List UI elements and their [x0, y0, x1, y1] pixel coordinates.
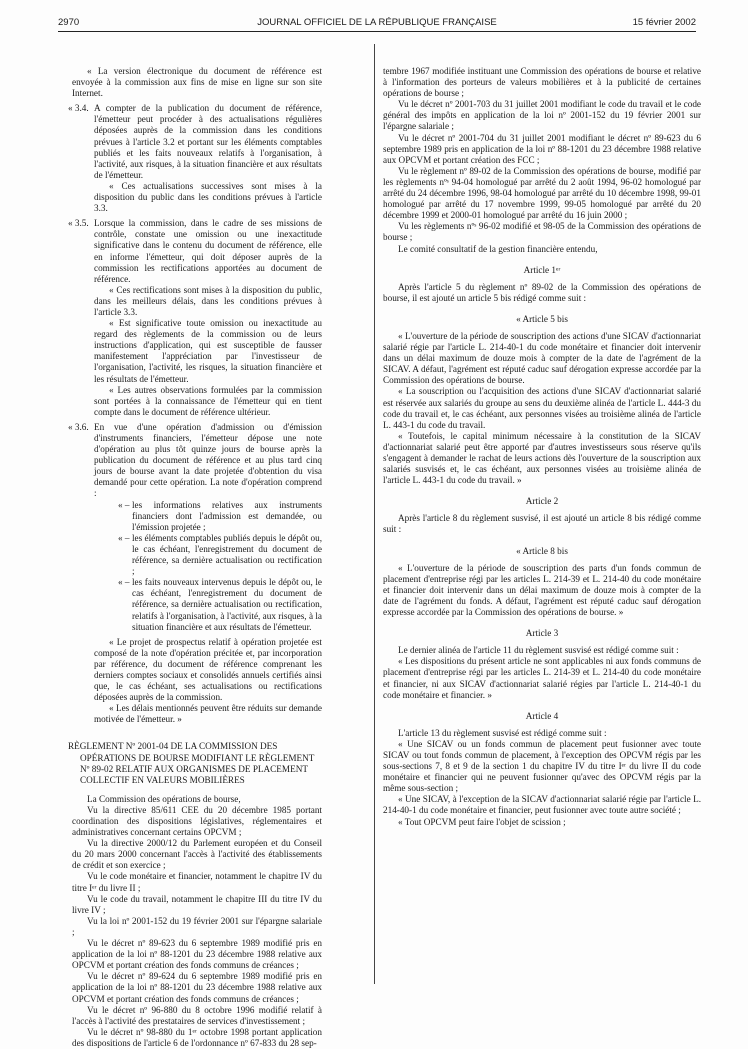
paragraph: Vu la directive 85/611 CEE du 20 décembre 1985 portant coordination des dispositions législatives, réglementaires et administratives concernant certains OPCVM ; — [72, 804, 322, 838]
paragraph: « Une SICAV, à l'exception de la SICAV d'actionnariat salarié régie par l'article L. 214-40-1 du code monétaire et financier, peut fusionner avec toute autre société ; — [383, 794, 701, 816]
bullet-marker: « – — [118, 499, 130, 510]
paragraph: Vu le décret nº 2001-704 du 31 juillet 2001 modifiant le décret nº 89-623 du 6 septembre 1989 pris en application de la loi nº 88-1201 du 23 décembre 1988 relative aux OPCVM et portant création des FCC ; — [383, 132, 701, 165]
paragraph: « La souscription ou l'acquisition des actions d'une SICAV d'actionnariat salarié est réservée aux salariés du groupe au sens du deuxième alinéa de l'article L. 444-3 du code du travail et, le cas échéant, aux personnes visées au troisième alinéa de l'article L. 443-1 du code du travail. — [383, 386, 701, 430]
paragraph: « Toutefois, le capital minimum nécessaire à la constitution de la SICAV d'actionnariat salarié peut être apporté par d'autres investisseurs sous réserve qu'ils s'engagent à demander le rachat de leurs actions dès l'ouverture de la souscription aux salariés susvisés et, le cas échéant, aux personnes visées au troisième alinéa de l'article L. 443-1 du code du travail. » — [383, 430, 701, 486]
paragraph: Vu le règlement nº 89-02 de la Commission des opérations de bourse, modifié par les règlements nºˢ 94-04 homologué par arrêté du 2 août 1994, 96-02 homologué par arrêté du 24 décembre 1996, 98-04 homologué par arrêté du 10 décembre 1998, 99-01 homologué par arrêté du 17 novembre 1999, 99-05 homologué par arrêté du 20 décembre 1999 et 2000-01 homologué par arrêté du 16 juin 2000 ; — [383, 165, 701, 221]
journal-title: JOURNAL OFFICIEL DE LA RÉPUBLIQUE FRANÇAISE — [257, 17, 497, 28]
article-3-title: Article 3 — [525, 628, 559, 639]
paragraph: Vu le code du travail, notamment le chapitre III du titre IV du livre IV ; — [72, 893, 322, 915]
paragraph: « Ces actualisations successives sont mises à la disposition du public dans les conditions prévues à l'article 3.3. — [94, 180, 322, 214]
bullet-item — [72, 500, 322, 533]
paragraph: « Est significative toute omission ou inexactitude au regard des règlements de la commission ou de leurs instructions d'application, qui est susceptible de fausser manifestement l'appréciation par l'investisseur de l'organisation, l'activité, les risques, la situation financière et les résultats de l'émetteur. — [94, 318, 322, 384]
paragraph: En vue d'une opération d'admission ou d'émission d'instruments financiers, l'émetteur dépose une note d'opération au plus tôt quinze jours de bourse après la publication du document de référence et au plus tard cinq jours de bourse avant la date projetée d'obtention du visa demandé pour cette opération. La note d'opération comprend : — [94, 421, 322, 499]
paragraph: « Les délais mentionnés peuvent être réduits sur demande motivée de l'émetteur. » — [94, 703, 322, 725]
bullet-text: les informations relatives aux instruments financiers dont l'admission est demandée, ou l'émission projetée ; — [132, 499, 322, 532]
paragraph: Après l'article 5 du règlement nº 89-02 de la Commission des opérations de bourse, il est ajouté un article 5 bis rédigé comme suit : — [383, 281, 701, 303]
paragraph: « Les autres observations formulées par la commission sont portées à la connaissance de l'émetteur qui en tient compte dans le document de référence ultérieur. — [94, 384, 322, 417]
paragraph: Vu la loi nº 2001-152 du 19 février 2001 sur l'épargne salariale ; — [72, 915, 322, 937]
bullet-text: les faits nouveaux intervenus depuis le dépôt ou, le cas échéant, l'enregistrement du document de référence, sa dernière actualisation ou rectification, relatifs à l'organisation, à l'activité, aux risques, à la situation financière et aux résultats de l'émetteur. — [132, 577, 322, 632]
paragraph: « Le projet de prospectus relatif à opération projetée est composé de la note d'opération précitée et, par incorporation par référence, du document de référence comprenant les derniers comptes sociaux et consolidés annuels certifiés ainsi que, le cas échéant, ses actualisations ou rectifications déposées auprès de la commission. — [94, 636, 322, 703]
paragraph: Vu le décret nº 89-624 du 6 septembre 1989 modifié pris en application de la loi nº 88-1201 du 23 décembre 1988 relative aux OPCVM et portant création des fonds communs de créances ; — [72, 971, 322, 1004]
column-divider — [374, 44, 375, 984]
paragraph: La Commission des opérations de bourse, — [87, 793, 241, 804]
paragraph: Vu le décret nº 98-880 du 1ᵉʳ octobre 1998 portant application des dispositions de l'article 6 de l'ordonnance nº 67-833 du 28 sep- — [72, 1026, 322, 1048]
article-8bis-title: « Article 8 bis — [516, 545, 568, 556]
paragraph: Lorsque la commission, dans le cadre de ses missions de contrôle, constate une omission ou une inexactitude significative dans le contenu du document de référence, elle en informe l'émetteur, qui doit déposer auprès de la commission les rectifications apportées au document de référence. — [94, 218, 322, 284]
publication-date: 15 février 2002 — [632, 17, 696, 28]
bullet-marker: « – — [118, 577, 130, 588]
paragraph: Vu le décret nº 96-880 du 8 octobre 1996 modifié relatif à l'accès à l'activité des prestataires de services d'investissement ; — [72, 1004, 322, 1026]
paragraph: « L'ouverture de la période de souscription des actions d'une SICAV d'actionnariat salarié régie par l'article L. 214-40-1 du code monétaire et financier doit intervenir dans un délai maximum de douze mois à compter de la date de l'agrément de la SICAV. A défaut, l'agrément est réputé caduc sauf dérogation expresse accordée par la Commission des opérations de bourse. — [383, 330, 701, 386]
header-rule — [58, 31, 696, 32]
paragraph: Le dernier alinéa de l'article 11 du règlement susvisé est rédigé comme suit : — [398, 645, 679, 656]
article-4-title: Article 4 — [525, 710, 559, 721]
bullet-item — [72, 533, 322, 577]
bullet-text: les éléments comptables publiés depuis le dépôt ou, le cas échéant, l'enregistrement du document de référence, sa dernière actualisation ou rectification ; — [132, 532, 322, 577]
paragraph: « Une SICAV ou un fonds commun de placement peut fusionner avec toute SICAV ou tout fonds commun de placement, à l'exception des OPCVM régis par les sous-sections 7, 8 et 9 de la section 1 du chapitre IV du titre Iᵉʳ du livre II du code monétaire et financier qui ne peuvent fusionner qu'avec des OPCVM régis par la même sous-section ; — [383, 738, 701, 794]
article-5bis-title: « Article 5 bis — [516, 313, 568, 324]
section-3-4 — [68, 103, 322, 214]
section-label: « 3.4. — [68, 103, 89, 114]
left-column — [68, 66, 322, 1049]
right-column — [383, 66, 701, 828]
paragraph: L'article 13 du règlement susvisé est rédigé comme suit : — [398, 727, 607, 738]
section-3-6-continued — [72, 637, 322, 726]
paragraph: « Ces rectifications sont mises à la disposition du public, dans les meilleurs délais, dans les conditions prévues à l'article 3.3. — [94, 284, 322, 317]
section-3-5 — [68, 218, 322, 418]
page-number: 2970 — [58, 17, 80, 28]
paragraph: Vu le code monétaire et financier, notamment le chapitre IV du titre Iᵉʳ du livre II ; — [72, 871, 322, 893]
paragraph: Vu les règlements nºˢ 96-02 modifié et 98-05 de la Commission des opérations de bourse ; — [383, 221, 701, 243]
bullet-item — [72, 577, 322, 632]
paragraph: Le comité consultatif de la gestion financière entendu, — [398, 243, 598, 254]
paragraph: tembre 1967 modifiée instituant une Commission des opérations de bourse et relative à l'information des porteurs de valeurs mobilières et à la publicité de certaines opérations de bourse ; — [383, 66, 701, 99]
section-label: « 3.5. — [68, 218, 89, 229]
section-3-6 — [68, 421, 322, 500]
paragraph: Vu le décret nº 89-623 du 6 septembre 1989 modifié pris en application de la loi nº 88-1201 du 23 décembre 1988 relative aux OPCVM et portant création des fonds communs de créances ; — [72, 938, 322, 971]
bullet-marker: « – — [118, 532, 130, 543]
article-1-title: Article 1ᵉʳ — [523, 264, 561, 275]
paragraph: « Les dispositions du présent article ne sont applicables ni aux fonds communs de placement d'entreprise régi par les articles L. 214-39 et L. 214-40 du code monétaire et financier, ni aux SICAV d'actionnariat salarié régies par l'article L. 214-40-1 du code monétaire et financier. » — [383, 656, 701, 700]
paragraph: A compter de la publication du document de référence, l'émetteur peut procéder à des actualisations régulières déposées auprès de la commission dans les conditions prévues à l'article 3.2 et portant sur les éléments comptables publiés et les faits nouveaux relatifs à l'organisation, à l'activité, aux risques, à la situation financière et aux résultats de l'émetteur. — [94, 103, 322, 180]
paragraph: Après l'article 8 du règlement susvisé, il est ajouté un article 8 bis rédigé comme suit : — [383, 513, 701, 535]
paragraph: Vu le décret nº 2001-703 du 31 juillet 2001 modifiant le code du travail et le code général des impôts en application de la loi nº 2001-152 du 19 février 2001 sur l'épargne salariale ; — [383, 99, 701, 132]
section-label: « 3.6. — [68, 421, 89, 432]
paragraph: Vu la directive 2000/12 du Parlement européen et du Conseil du 20 mars 2000 concernant l'accès à l'activité des établissements de crédit et son exercice ; — [72, 838, 322, 871]
paragraph: « L'ouverture de la période de souscription des parts d'un fonds commun de placement d'entreprise régi par les articles L. 214-39 et L. 214-40 du code monétaire et financier doit intervenir dans un délai maximum de douze mois à compter de la date de l'agrément du fonds. A défaut, l'agrément est réputé caduc sauf dérogation expresse accordée par la Commission des opérations de bourse. » — [383, 562, 701, 618]
paragraph: « La version électronique du document de référence est envoyée à la commission aux fins de mise en ligne sur son site Internet. — [72, 66, 322, 99]
article-2-title: Article 2 — [525, 496, 559, 507]
paragraph: « Tout OPCVM peut faire l'objet de scission ; — [398, 816, 566, 827]
reglement-title: RÈGLEMENT Nº 2001-04 DE LA COMMISSION DES OPÉRATIONS DE BOURSE MODIFIANT LE RÈGLEMENT Nº 89-02 RELATIF AUX ORGANISMES DE PLACEMENT COLLECTIF EN VALEURS MOBILIÈRES — [68, 741, 315, 785]
